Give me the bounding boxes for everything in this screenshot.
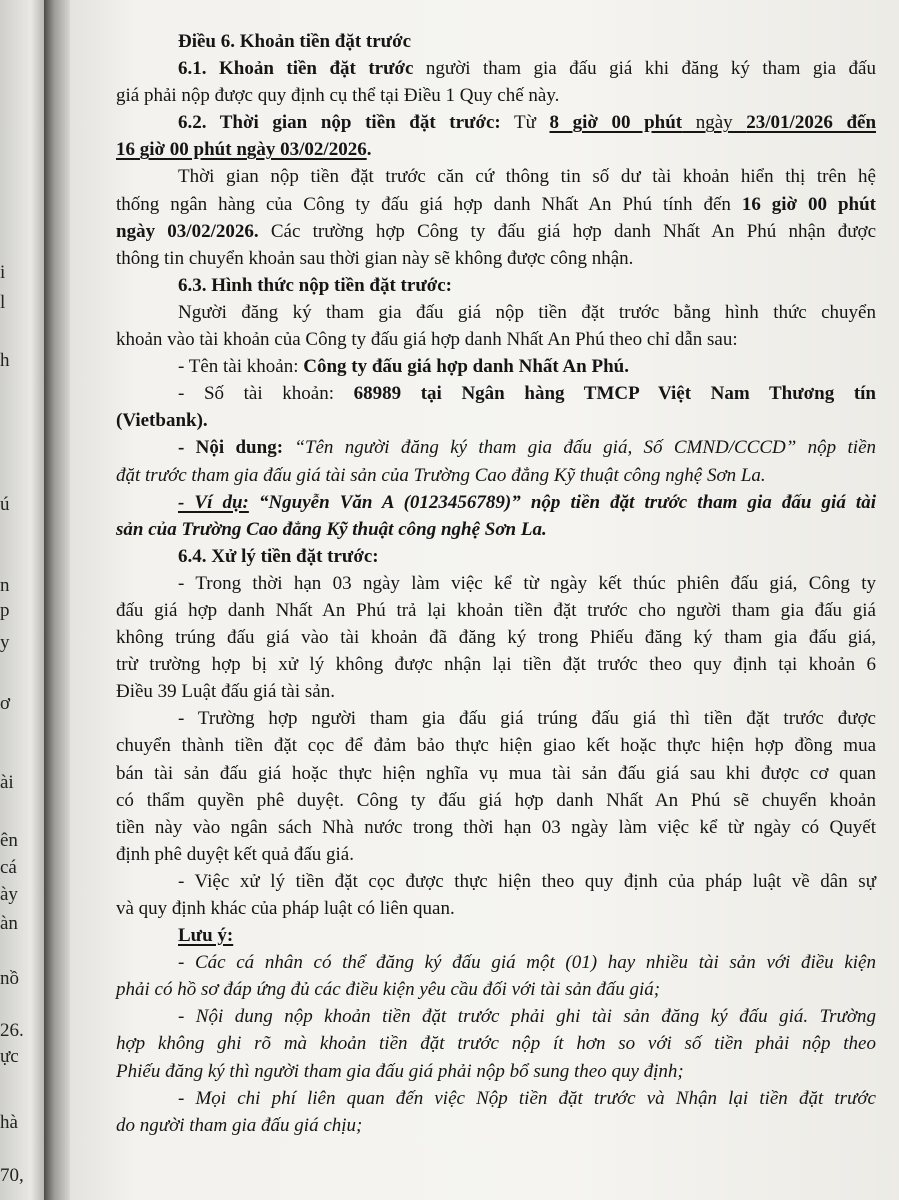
account-name: Công ty đấu giá hợp danh Nhất An Phú. [303,356,629,378]
note-line: do người tham gia đấu giá chịu; [116,1114,363,1136]
adjacent-page-text-fragment: p [0,600,10,621]
transfer-content-line: đặt trước tham gia đấu giá tài sản của Trường Cao đẳng Kỹ thuật công nghệ Sơn La. [116,464,766,486]
adjacent-page-edge [0,0,44,1200]
adjacent-page-text-fragment: 70, [0,1165,24,1186]
document-body [116,28,876,1139]
adjacent-page-text-fragment: ơ [0,693,11,714]
section-6-4-line: không trúng đấu giá vào tài khoản đã đăng ký trong Phiếu đăng ký tham gia đấu giá, [116,627,876,649]
start-date: 23/01/2026 đến [746,112,877,134]
section-6-4-line: - Trong thời hạn 03 ngày làm việc kể từ ngày kết thúc phiên đấu giá, Công ty [178,572,876,594]
adjacent-page-text-fragment: ài [0,772,14,793]
section-6-4-line: - Việc xử lý tiền đặt cọc được thực hiện theo quy định của pháp luật về dân sự [178,870,876,892]
example-line: sản của Trường Cao đẳng Kỹ thuật công nghệ Sơn La. [116,518,547,540]
adjacent-page-text-fragment: hà [0,1112,18,1133]
note-line: - Nội dung nộp khoản tiền đặt trước phải ghi tài sản đăng ký đấu giá. Trường [178,1006,876,1028]
section-6-3-para-line: Người đăng ký tham gia đấu giá nộp tiền đặt trước bằng hình thức chuyển [178,301,876,323]
bank-short-name: (Vietbank). [116,410,208,432]
section-6-3-para-line: khoản vào tài khoản của Công ty đấu giá hợp danh Nhất An Phú theo chỉ dẫn sau: [116,329,738,351]
account-number: 68989 tại Ngân hàng TMCP Việt Nam Thương tín [353,383,876,405]
account-name-line: - Tên tài khoản: Công ty đấu giá hợp danh Nhất An Phú. [178,356,629,378]
section-6-2-heading: 6.2. Thời gian nộp tiền đặt trước: [178,112,501,134]
document-page [70,0,899,1200]
adjacent-page-text-fragment: l [0,292,6,313]
adjacent-page-text-fragment: 26. [0,1020,24,1041]
adjacent-page-text-fragment: ú [0,494,10,515]
adjacent-page-text-fragment: nồ [0,968,19,989]
section-6-4-line: đấu giá hợp danh Nhất An Phú trả lại khoản tiền đặt trước cho người tham gia đấu giá [116,599,876,621]
adjacent-page-text-fragment: ày [0,884,18,905]
section-6-2-para-line: ngày 03/02/2026. Các trường hợp Công ty đấu giá hợp danh Nhất An Phú nhận được [116,220,877,242]
transfer-content-line: - Nội dung: “Tên người đăng ký tham gia đấu giá, Số CMND/CCCD” nộp tiền [178,437,877,459]
section-6-4-line: tiền này vào ngân sách Nhà nước trong thời hạn 03 ngày làm việc kể từ ngày có Quyết [116,816,876,838]
note-line: - Các cá nhân có thể đăng ký đấu giá một (01) hay nhiều tài sản với điều kiện [178,952,876,974]
section-6-4-line: và quy định khác của pháp luật có liên quan. [116,898,455,919]
note-heading: Lưu ý: [178,925,234,947]
section-6-4-line: - Trường hợp người tham gia đấu giá trúng đấu giá thì tiền đặt trước được [178,708,876,730]
section-6-4-line: định phê duyệt kết quả đấu giá. [116,843,354,865]
section-6-1-line-2: giá phải nộp được quy định cụ thể tại Điều 1 Quy chế này. [116,85,560,107]
adjacent-page-text-fragment: y [0,632,10,653]
section-6-2-para-line: thống ngân hàng của Công ty đấu giá hợp danh Nhất An Phú tính đến 16 giờ 00 phút [116,193,876,215]
note-line: phải có hồ sơ đáp ứng đủ các điều kiện yêu cầu đối với tài sản đấu giá; [116,979,661,1001]
section-6-2-para-line: thông tin chuyển khoản sau thời gian này sẽ không được công nhận. [116,247,634,269]
section-6-4-line: có thẩm quyền phê duyệt. Công ty đấu giá hợp danh Nhất An Phú sẽ chuyển khoản [116,789,876,811]
section-6-4-heading: 6.4. Xử lý tiền đặt trước: [178,545,379,567]
article-title: Điều 6. Khoản tiền đặt trước [178,31,412,52]
adjacent-page-text-fragment: i [0,262,6,283]
adjacent-page-text-fragment: cá [0,857,17,878]
section-6-4-line: Điều 39 Luật đấu giá tài sản. [116,681,335,703]
note-line: hợp không ghi rõ mà khoản tiền đặt trước nộp ít hơn so với số tiền phải nộp theo [116,1033,876,1055]
adjacent-page-text-fragment: ên [0,830,18,851]
section-6-3-heading: 6.3. Hình thức nộp tiền đặt trước: [178,274,452,296]
book-gutter [44,0,70,1200]
note-line: Phiếu đăng ký thì người tham gia đấu giá phải nộp bổ sung theo quy định; [116,1060,684,1082]
section-6-1-line-1: 6.1. Khoản tiền đặt trước người tham gia đấu giá khi đăng ký tham gia đấu [178,58,876,80]
adjacent-page-text-fragment: àn [0,913,18,934]
section-6-2-line-2: 16 giờ 00 phút ngày 03/02/2026. [116,139,372,161]
section-6-4-line: bán tài sản đấu giá hoặc thực hiện nghĩa vụ mua tài sản đấu giá sau khi được cơ quan [116,762,876,784]
section-6-4-line: trừ trường hợp bị xử lý không được nhận lại tiền đặt trước theo quy định tại khoản 6 [116,654,876,676]
adjacent-page-text-fragment: h [0,350,10,371]
section-6-2-line-1: 6.2. Thời gian nộp tiền đặt trước: Từ 8 giờ 00 phút ngày 23/01/2026 đến [178,112,877,134]
section-6-4-line: chuyển thành tiền đặt cọc để đảm bảo thực hiện giao kết hoặc thực hiện hợp đồng mua [116,735,876,757]
adjacent-page-text-fragment: ực [0,1046,19,1067]
adjacent-page-text-fragment: n [0,575,10,596]
section-6-1-heading: 6.1. Khoản tiền đặt trước [178,58,414,80]
example-line: - Ví dụ: “Nguyễn Văn A (0123456789)” nộp tiền đặt trước tham gia đấu giá tài [178,491,876,513]
account-number-line: - Số tài khoản: 68989 tại Ngân hàng TMCP Việt Nam Thương tín [178,383,876,405]
note-line: - Mọi chi phí liên quan đến việc Nộp tiền đặt trước và Nhận lại tiền đặt trước [178,1087,876,1109]
end-datetime: 16 giờ 00 phút ngày 03/02/2026 [116,139,367,161]
section-6-2-para-line: Thời gian nộp tiền đặt trước căn cứ thông tin số dư tài khoản hiển thị trên hệ [178,166,876,188]
start-time: 8 giờ 00 phút [549,112,683,134]
